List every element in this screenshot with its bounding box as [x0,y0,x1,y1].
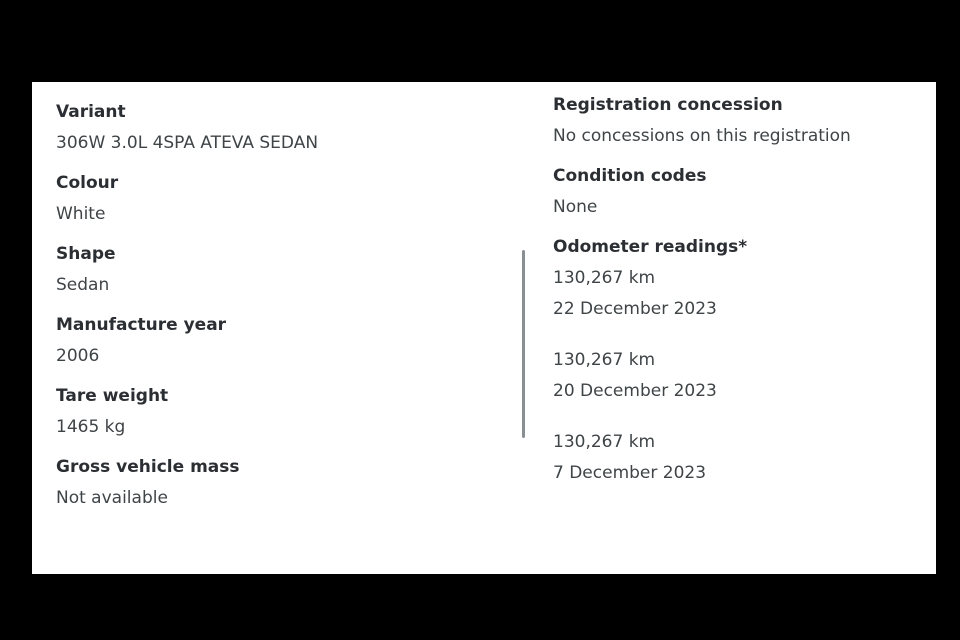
field-colour [56,172,318,225]
field-value: 306W 3.0L 4SPA ATEVA SEDAN [56,133,319,153]
right-column [553,94,851,502]
field-registration-concession [553,94,851,147]
odometer-reading [553,349,851,402]
field-shape [56,243,318,296]
field-value: White [56,204,106,224]
scrollbar-thumb[interactable] [522,250,525,438]
field-value: 1465 kg [56,417,126,437]
field-value: No concessions on this registration [553,126,851,146]
odometer-date: 22 December 2023 [553,299,717,319]
field-odometer-readings [553,236,851,484]
field-label: Tare weight [56,386,169,406]
field-label: Shape [56,244,116,264]
field-value: Not available [56,488,168,508]
field-label: Manufacture year [56,315,227,335]
field-label: Gross vehicle mass [56,457,240,477]
field-label: Condition codes [553,166,707,186]
odometer-distance: 130,267 km [553,432,656,452]
field-gross-vehicle-mass [56,456,318,509]
field-tare-weight [56,385,318,438]
field-label: Variant [56,102,126,122]
odometer-date: 7 December 2023 [553,463,707,483]
field-label: Odometer readings* [553,237,748,257]
field-condition-codes [553,165,851,218]
odometer-reading [553,431,851,484]
left-column [56,101,318,527]
field-value: Sedan [56,275,110,295]
odometer-date: 20 December 2023 [553,381,717,401]
odometer-reading [553,267,851,320]
field-variant [56,101,318,154]
vehicle-details-card [32,82,936,574]
odometer-distance: 130,267 km [553,268,656,288]
field-value: 2006 [56,346,100,366]
field-label: Colour [56,173,119,193]
odometer-distance: 130,267 km [553,350,656,370]
field-label: Registration concession [553,95,783,115]
field-manufacture-year [56,314,318,367]
field-value: None [553,197,598,217]
